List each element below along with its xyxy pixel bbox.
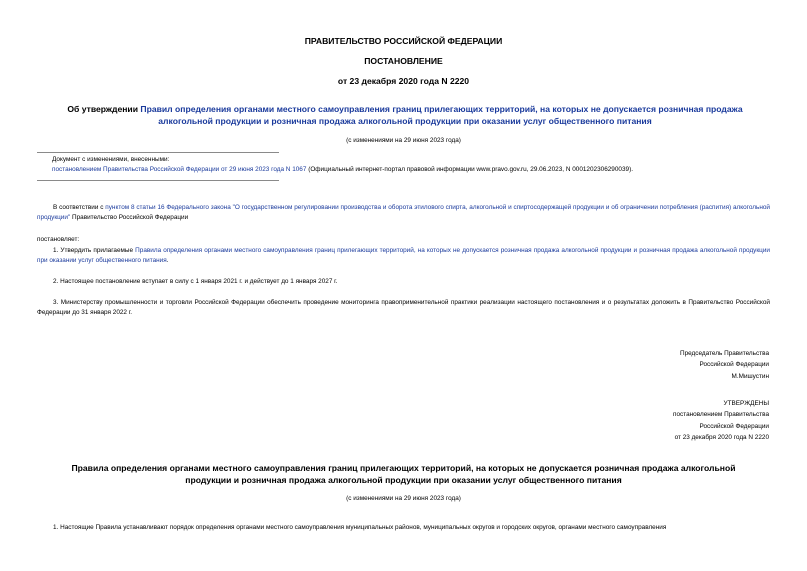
government-heading: ПРАВИТЕЛЬСТВО РОССИЙСКОЙ ФЕДЕРАЦИИ (304, 36, 503, 46)
signature-body: Российской Федерации (699, 361, 769, 369)
decrees-word: постановляет: (37, 236, 80, 243)
item-1-paragraph (37, 246, 770, 265)
item-1-tail: . (166, 256, 169, 264)
changes-box-body (52, 166, 772, 173)
document-date-number: от 23 декабря 2020 года N 2220 (337, 76, 470, 86)
approval-line-2: постановлением Правительства (673, 411, 769, 419)
preamble-tail: Правительство Российской Федерации (70, 213, 189, 221)
amending-decree-link[interactable]: постановлением Правительства Российской Федерации от 29 июня 2023 года N 1067 (52, 166, 307, 173)
approval-heading: УТВЕРЖДЕНЫ (723, 400, 769, 407)
preamble-lead: В соответствии с (53, 204, 106, 211)
revision-note: (с изменениями на 29 июня 2023 года) (346, 137, 461, 144)
rules-title: Правила определения органами местного самоуправления границ прилегающих территорий, на которых не допускается розничная продажа алкогольной продукции и розничная продажа алкогольной продукции при оказании услуг общественного питания (71, 463, 736, 485)
title-prefix: Об утверждении (67, 104, 141, 114)
approval-block (469, 398, 769, 443)
title-link[interactable]: Правил определения органами местного самоуправления границ прилегающих территорий, на которых не допускается розничная продажа алкогольной продукции и розничная продажа алкогольной продукции при оказании услуг общественного питания (140, 104, 743, 126)
changes-box-heading: Документ с изменениями, внесенными: (52, 156, 170, 163)
signature-name: М.Мишустин (731, 372, 769, 380)
amending-decree-source: (Официальный интернет-портал правовой информации www.pravo.gov.ru, 29.06.2023, N 0001202306290039). (306, 166, 633, 173)
approval-line-4: от 23 декабря 2020 года N 2220 (674, 433, 769, 441)
changes-box-top-rule (37, 152, 279, 153)
rules-revision-note: (с изменениями на 29 июня 2023 года) (346, 495, 461, 502)
preamble-paragraph (37, 203, 770, 222)
item-2-paragraph: 2. Настоящее постановление вступает в силу с 1 января 2021 г. и действует до 1 января 2027 г. (53, 278, 338, 285)
changes-box-bottom-rule (37, 180, 279, 181)
approval-line-3: Российской Федерации (699, 422, 769, 430)
rules-link[interactable]: Правила определения органами местного самоуправления границ прилегающих территорий, на которых не допускается розничная продажа алкогольной продукции и розничная продажа алкогольной продукции при оказании услуг общественного питания (37, 247, 770, 264)
federal-law-link[interactable]: пунктом 8 статьи 16 Федерального закона "О государственном регулировании производства и оборота этилового спирта, алкогольной и спиртосодержащей продукции и об ограничении потребления (распития) алкогольной продукции" (37, 204, 770, 221)
rules-item-1-paragraph: 1. Настоящие Правила устанавливают порядок определения органами местного самоуправления муниципальных районов, муниципальных округов и городских округов, органами местного самоуправления (53, 524, 667, 531)
item-3-paragraph: 3. Министерству промышленности и торговли Российской Федерации обеспечить проведение мониторинга правоприменительной практики реализации настоящего постановления и о результатах доложить в Правительство Российской Федерации до 31 января 2022 г. (37, 299, 770, 316)
document-type: ПОСТАНОВЛЕНИЕ (364, 56, 443, 66)
signature-block (469, 348, 769, 382)
item-1-lead: 1. Утвердить прилагаемые (53, 247, 136, 254)
signature-position: Председатель Правительства (680, 350, 769, 357)
document-title (60, 103, 750, 127)
